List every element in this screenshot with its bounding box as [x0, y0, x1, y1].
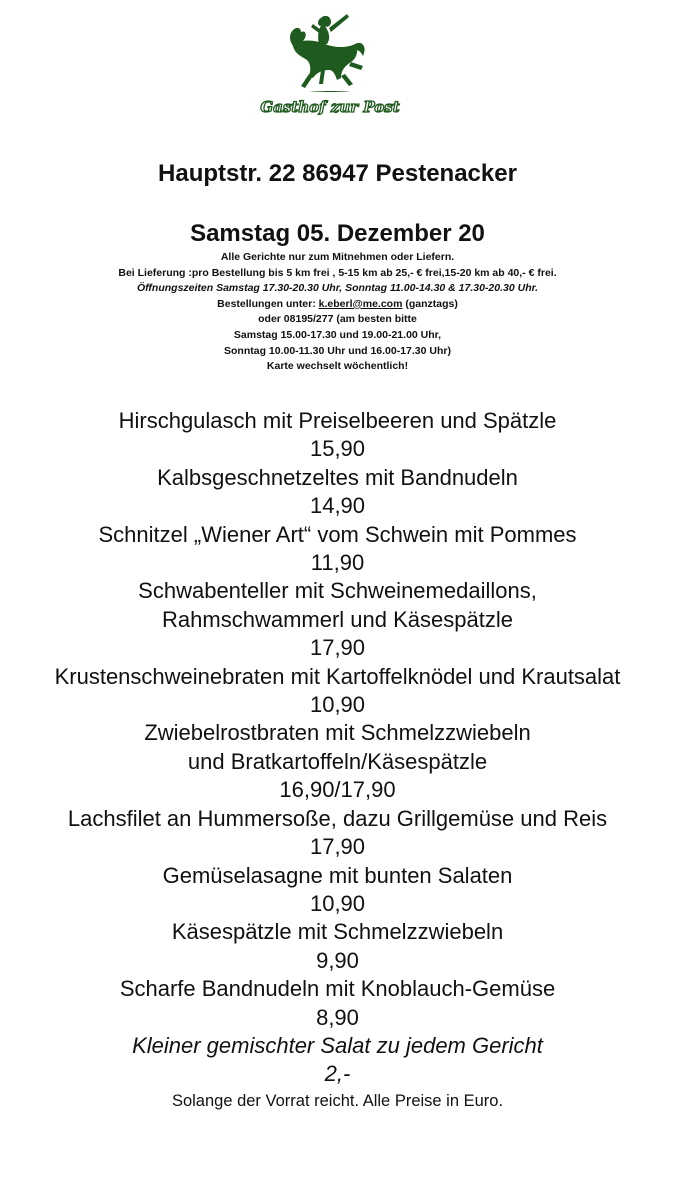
menu-item-price: 11,90 [310, 550, 365, 576]
menu-item-name: Zwiebelrostbraten mit Schmelzzwiebeln [144, 720, 531, 746]
side-salad-name: Kleiner gemischter Salat zu jedem Gericht [132, 1032, 543, 1058]
logo-graphic [255, 4, 405, 119]
menu-item-price: 10,90 [309, 890, 366, 916]
menu-item [0, 862, 675, 919]
menu-item-price: 8,90 [316, 1004, 359, 1030]
info-delivery: Bei Lieferung :pro Bestellung bis 5 km frei , 5-15 km ab 25,- € frei,15-20 km ab 40,- € frei. [118, 266, 557, 279]
info-phone-sunday: Sonntag 10.00-11.30 Uhr und 16.00-17.30 Uhr) [223, 344, 451, 357]
info-opening-hours: Öffnungszeiten Samstag 17.30-20.30 Uhr, Sonntag 11.00-14.30 & 17.30-20.30 Uhr. [136, 282, 539, 295]
side-salad-price: 2,- [324, 1061, 351, 1087]
menu-item-name: Kalbsgeschnetzeltes mit Bandnudeln [157, 464, 518, 490]
menu-item-name: Schwabenteller mit Schweinemedaillons, [138, 578, 537, 604]
menu-item [0, 521, 675, 578]
menu-item [0, 918, 675, 975]
menu-item-price: 15,90 [309, 436, 366, 462]
menu-item [0, 663, 675, 720]
knight-on-horse-logo-icon [255, 4, 405, 119]
menu-item [0, 577, 675, 662]
menu-item [0, 719, 675, 804]
menu-item-name: Gemüselasagne mit bunten Salaten [162, 862, 513, 888]
menu-item-name: Käsespätzle mit Schmelzzwiebeln [171, 919, 504, 945]
menu-item-price: 17,90 [309, 834, 366, 860]
menu-item [0, 805, 675, 862]
menu-item-name: Krustenschweinebraten mit Kartoffelknödel und Krautsalat [54, 663, 621, 689]
logo-text: Gasthof zur Post [260, 98, 400, 116]
menu-item-name: Lachsfilet an Hummersoße, dazu Grillgemüse und Reis [67, 805, 608, 831]
menu-item-name-continued: und Bratkartoffeln/Käsespätzle [187, 748, 488, 774]
menu-item-name-continued: Rahmschwammerl und Käsespätzle [162, 606, 513, 632]
side-salad-item [0, 1032, 675, 1089]
menu-item [0, 407, 675, 464]
menu-item [0, 975, 675, 1032]
menu-item-price: 16,90/17,90 [279, 777, 396, 803]
info-block [0, 250, 675, 375]
menu-item-price: 10,90 [309, 692, 366, 718]
info-phone: oder 08195/277 (am besten bitte [258, 313, 417, 326]
menu-item-price: 17,90 [309, 635, 366, 661]
menu-item-name: Scharfe Bandnudeln mit Knoblauch-Gemüse [119, 976, 556, 1002]
address-line: Hauptstr. 22 86947 Pestenacker [158, 160, 517, 187]
menu-item-price: 14,90 [309, 493, 366, 519]
menu-item-price: 9,90 [316, 947, 359, 973]
info-orders-suffix: (ganztags) [402, 297, 458, 310]
info-orders-prefix: Bestellungen unter: [217, 297, 319, 310]
info-orders [0, 297, 675, 313]
footer-note: Solange der Vorrat reicht. Alle Preise in Euro. [171, 1092, 504, 1110]
menu-date: Samstag 05. Dezember 20 [190, 220, 485, 247]
info-takeaway: Alle Gerichte nur zum Mitnehmen oder Liefern. [220, 251, 455, 263]
menu-item-name: Schnitzel „Wiener Art“ vom Schwein mit Pommes [98, 521, 577, 547]
info-phone-saturday: Samstag 15.00-17.30 und 19.00-21.00 Uhr, [233, 328, 442, 341]
menu-item [0, 464, 675, 521]
info-weekly-note: Karte wechselt wöchentlich! [266, 360, 409, 373]
menu-item-name: Hirschgulasch mit Preiselbeeren und Spätzle [118, 408, 557, 433]
email-link[interactable]: k.eberl@me.com [318, 297, 403, 310]
menu-list [0, 407, 675, 1089]
